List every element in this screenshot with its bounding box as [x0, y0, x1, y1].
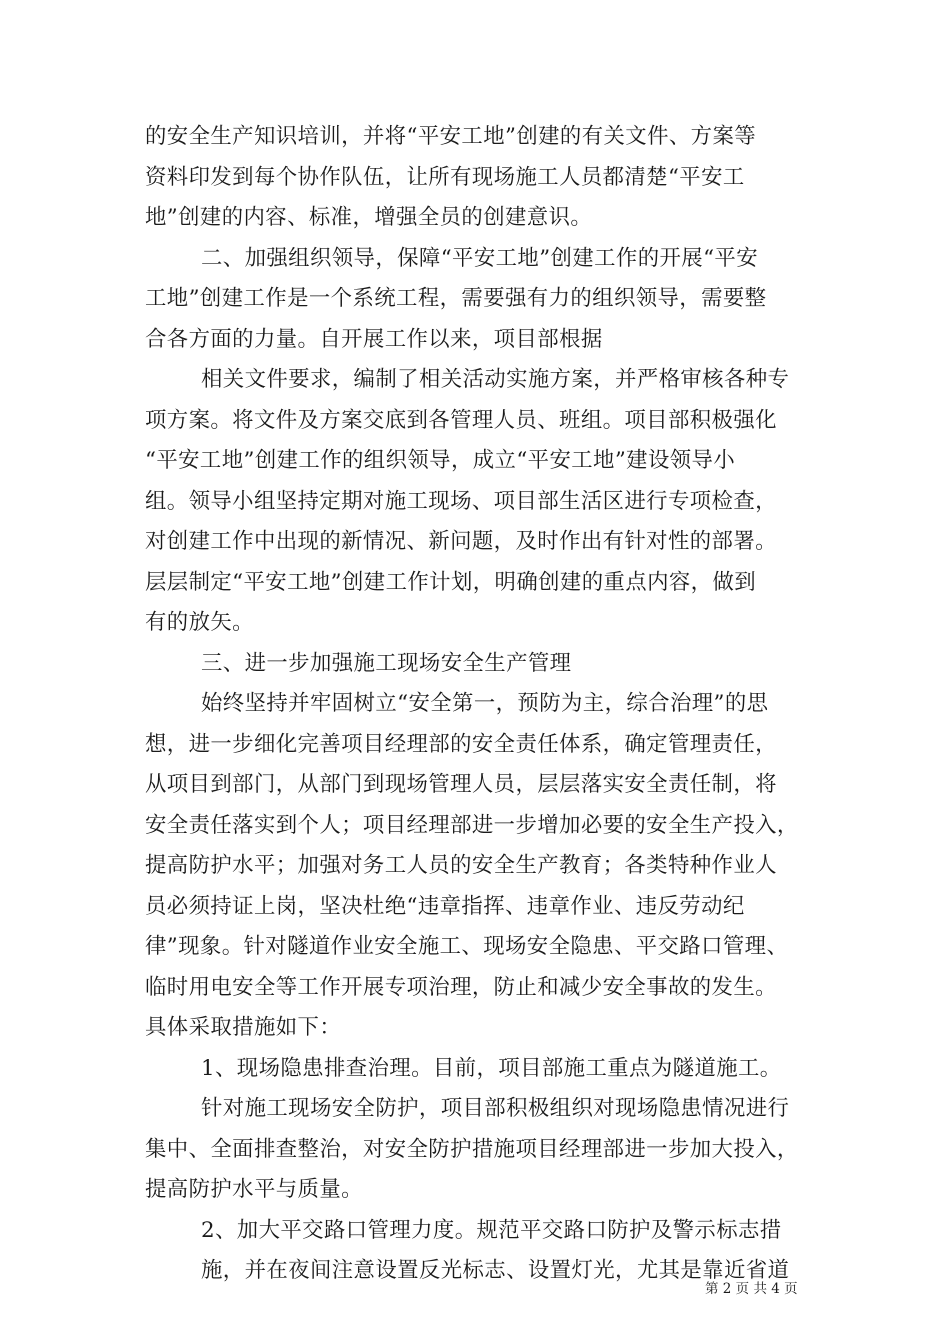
text-line: 始终坚持并牢固树立“安全第一，预防为主，综合治理”的思: [201, 691, 769, 716]
list-item-line: 2、加大平交路口管理力度。规范平交路口防护及警示标志措: [201, 1217, 782, 1243]
text-line: 从项目到部门，从部门到现场管理人员，层层落实安全责任制，将: [145, 772, 777, 797]
text-line: 提高防护水平与质量。: [145, 1177, 363, 1202]
text-line: 工地”创建工作是一个系统工程，需要强有力的组织领导，需要整: [145, 286, 767, 311]
text-line: 员必须持证上岗，坚决杜绝“违章指挥、违章作业、违反劳动纪: [145, 893, 745, 919]
text-line: 层层制定“平安工地”创建工作计划，明确创建的重点内容，做到: [145, 569, 757, 595]
text-line: 安全责任落实到个人；项目经理部进一步增加必要的安全生产投入，: [145, 812, 799, 838]
text-line: 资料印发到每个协作队伍，让所有现场施工人员都清楚“平安工: [145, 164, 745, 190]
text-line: 的安全生产知识培训，并将“平安工地”创建的有关文件、方案等: [145, 124, 757, 149]
text-line: “平安工地”创建工作的组织领导，成立“平安工地”建设领导小: [145, 448, 736, 473]
text-line: 提高防护水平；加强对务工人员的安全生产教育；各类特种作业人: [145, 853, 777, 878]
text-line: 想，进一步细化完善项目经理部的安全责任体系，确定管理责任，: [145, 731, 777, 757]
text-line: 针对施工现场安全防护，项目部积极组织对现场隐患情况进行: [201, 1096, 790, 1121]
text-line: 集中、全面排查整治，对安全防护措施项目经理部进一步加大投入，: [145, 1136, 799, 1162]
text-line: 有的放矢。: [145, 610, 254, 635]
section-heading-line: 二、加强组织领导，保障“平安工地”创建工作的开展“平安: [201, 245, 758, 271]
text-line: 临时用电安全等工作开展专项治理，防止和减少安全事故的发生。: [145, 974, 777, 1000]
section-heading-line: 三、进一步加强施工现场安全生产管理: [201, 650, 572, 676]
text-line: 相关文件要求，编制了相关活动实施方案，并严格审核各种专: [201, 367, 790, 392]
document-body: [145, 117, 810, 1292]
page-number-footer: 第 2 页 共 4 页: [705, 1281, 798, 1297]
text-line: 具体采取措施如下：: [145, 1015, 342, 1040]
text-line: 对创建工作中出现的新情况、新问题，及时作出有针对性的部署。: [145, 529, 777, 554]
text-line: 合各方面的力量。自开展工作以来，项目部根据: [145, 326, 603, 352]
text-line: 施，并在夜间注意设置反光标志、设置灯光，尤其是靠近省道: [201, 1258, 790, 1283]
text-line: 项方案。将文件及方案交底到各管理人员、班组。项目部积极强化: [145, 407, 777, 433]
text-line: 组。领导小组坚持定期对施工现场、项目部生活区进行专项检查，: [145, 488, 777, 514]
list-item-line: 1、现场隐患排查治理。目前，项目部施工重点为隧道施工。: [201, 1055, 782, 1081]
text-line: 地”创建的内容、标准，增强全员的创建意识。: [145, 205, 593, 230]
text-line: 律”现象。针对隧道作业安全施工、现场安全隐患、平交路口管理、: [145, 934, 789, 959]
